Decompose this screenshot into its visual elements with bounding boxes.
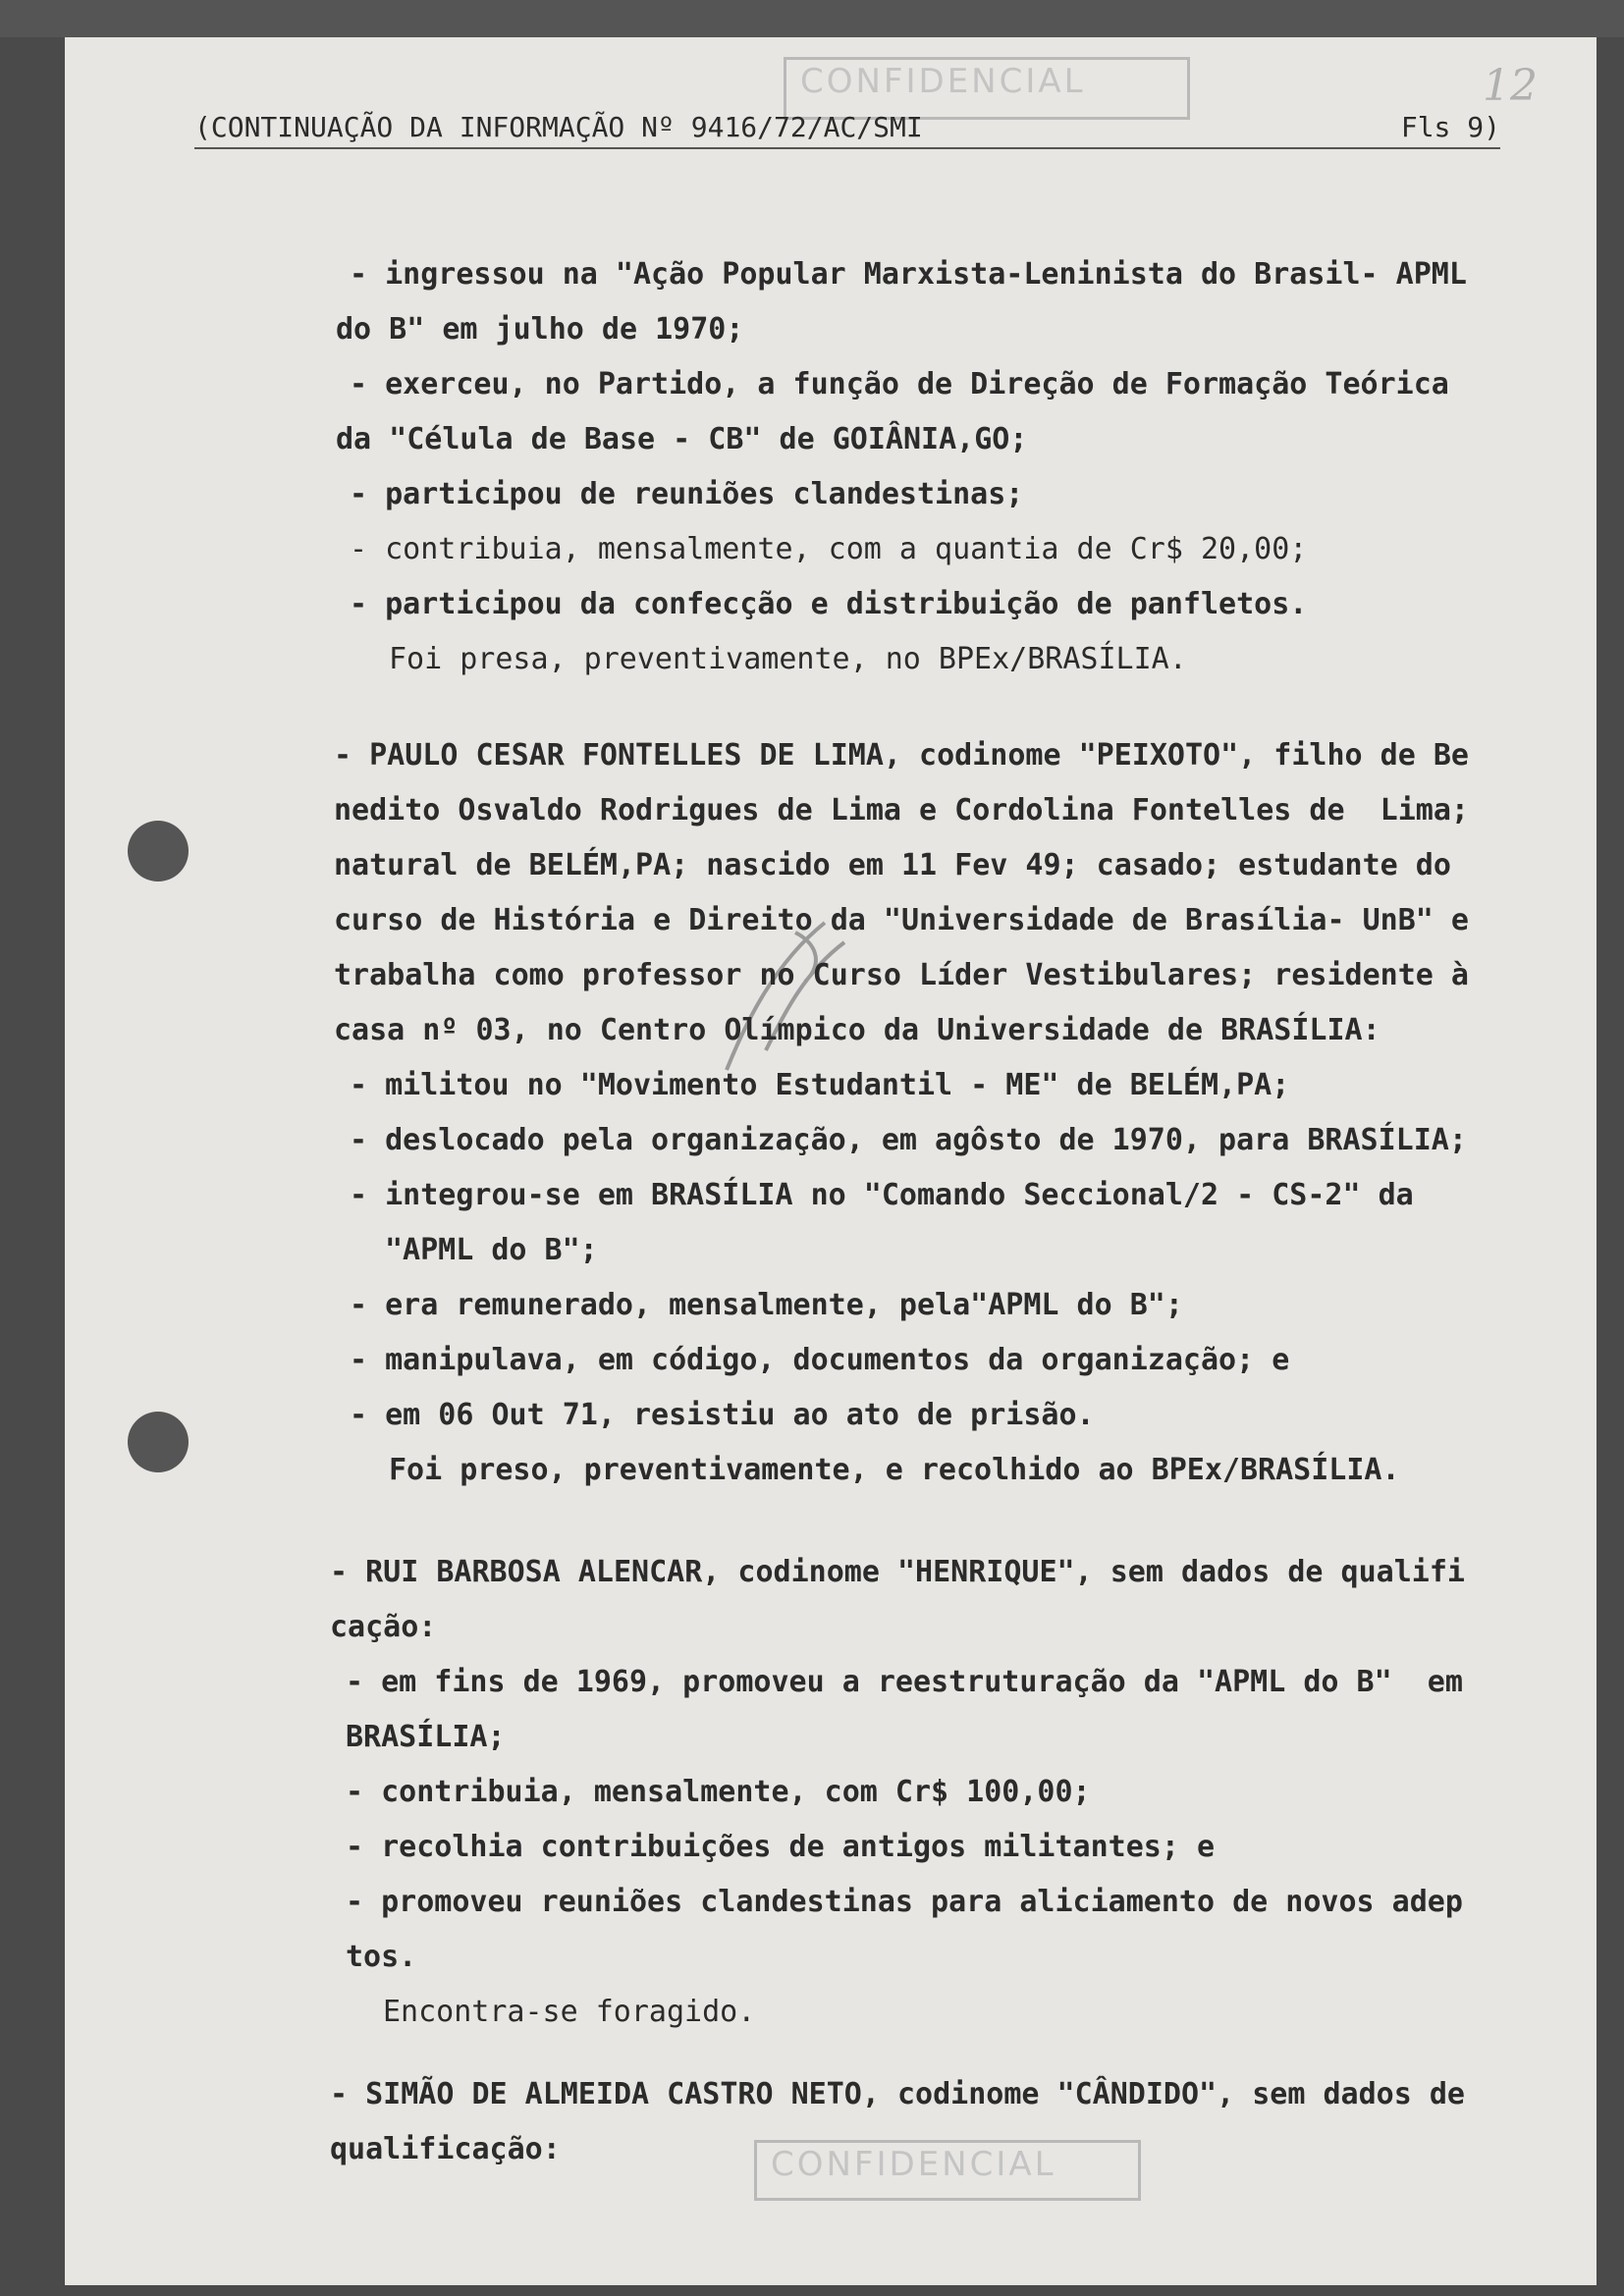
text-line: - SIMÃO DE ALMEIDA CASTRO NETO, codinome "CÂNDIDO", sem dados de bbox=[330, 2077, 1465, 2111]
confidential-stamp-bottom: CONFIDENCIAL bbox=[754, 2140, 1141, 2201]
text-line: - participou de reuniões clandestinas; bbox=[350, 477, 1024, 511]
scan-top-edge bbox=[0, 0, 1624, 37]
text-line: tos. bbox=[346, 1940, 417, 1974]
text-line: - contribuia, mensalmente, com Cr$ 100,00; bbox=[346, 1775, 1091, 1809]
document-header bbox=[194, 110, 1500, 149]
text-line: "APML do B"; bbox=[385, 1233, 598, 1267]
text-line: Encontra-se foragido. bbox=[383, 1995, 756, 2029]
text-line: trabalha como professor no Curso Líder Vestibulares; residente à bbox=[334, 958, 1469, 992]
page-number-mark: 12 bbox=[1483, 61, 1538, 111]
text-line: - militou no "Movimento Estudantil - ME" de BELÉM,PA; bbox=[350, 1068, 1290, 1102]
text-line: - promoveu reuniões clandestinas para aliciamento de novos adep bbox=[346, 1885, 1463, 1919]
text-line: BRASÍLIA; bbox=[346, 1720, 506, 1754]
text-line: - ingressou na "Ação Popular Marxista-Leninista do Brasil- APML bbox=[350, 257, 1467, 292]
text-line: - contribuia, mensalmente, com a quantia de Cr$ 20,00; bbox=[350, 532, 1308, 566]
text-line: nedito Osvaldo Rodrigues de Lima e Cordolina Fontelles de Lima; bbox=[334, 793, 1469, 828]
text-line: - recolhia contribuições de antigos militantes; e bbox=[346, 1830, 1216, 1864]
text-line: - era remunerado, mensalmente, pela"APML do B"; bbox=[350, 1288, 1183, 1322]
text-line: - manipulava, em código, documentos da organização; e bbox=[350, 1343, 1290, 1377]
text-line: do B" em julho de 1970; bbox=[336, 312, 744, 347]
text-line: - RUI BARBOSA ALENCAR, codinome "HENRIQUE", sem dados de qualifi bbox=[330, 1555, 1465, 1589]
header-page: Fls 9) bbox=[1400, 111, 1500, 143]
text-line: - integrou-se em BRASÍLIA no "Comando Seccional/2 - CS-2" da bbox=[350, 1178, 1414, 1212]
punch-hole-lower bbox=[128, 1412, 189, 1472]
text-line: curso de História e Direito da "Universidade de Brasília- UnB" e bbox=[334, 903, 1469, 937]
text-line: Foi presa, preventivamente, no BPEx/BRASÍLIA. bbox=[389, 642, 1187, 676]
punch-hole-upper bbox=[128, 821, 189, 881]
text-line: da "Célula de Base - CB" de GOIÂNIA,GO; bbox=[336, 422, 1028, 456]
text-line: casa nº 03, no Centro Olímpico da Universidade de BRASÍLIA: bbox=[334, 1013, 1380, 1047]
text-line: - exerceu, no Partido, a função de Direção de Formação Teórica bbox=[350, 367, 1449, 401]
header-reference: (CONTINUAÇÃO DA INFORMAÇÃO Nº 9416/72/AC/SMI bbox=[194, 111, 923, 143]
text-line: natural de BELÉM,PA; nascido em 11 Fev 49; casado; estudante do bbox=[334, 848, 1451, 882]
text-line: qualificação: bbox=[330, 2132, 561, 2166]
text-line: - PAULO CESAR FONTELLES DE LIMA, codinome "PEIXOTO", filho de Be bbox=[334, 738, 1469, 773]
text-line: - em 06 Out 71, resistiu ao ato de prisão. bbox=[350, 1398, 1095, 1432]
confidential-stamp-top: CONFIDENCIAL bbox=[784, 57, 1190, 120]
text-line: Foi preso, preventivamente, e recolhido ao BPEx/BRASÍLIA. bbox=[389, 1453, 1400, 1487]
text-line: - participou da confecção e distribuição de panfletos. bbox=[350, 587, 1308, 621]
text-line: cação: bbox=[330, 1610, 437, 1644]
text-line: - deslocado pela organização, em agôsto de 1970, para BRASÍLIA; bbox=[350, 1123, 1467, 1157]
text-line: - em fins de 1969, promoveu a reestruturação da "APML do B" em bbox=[346, 1665, 1463, 1699]
